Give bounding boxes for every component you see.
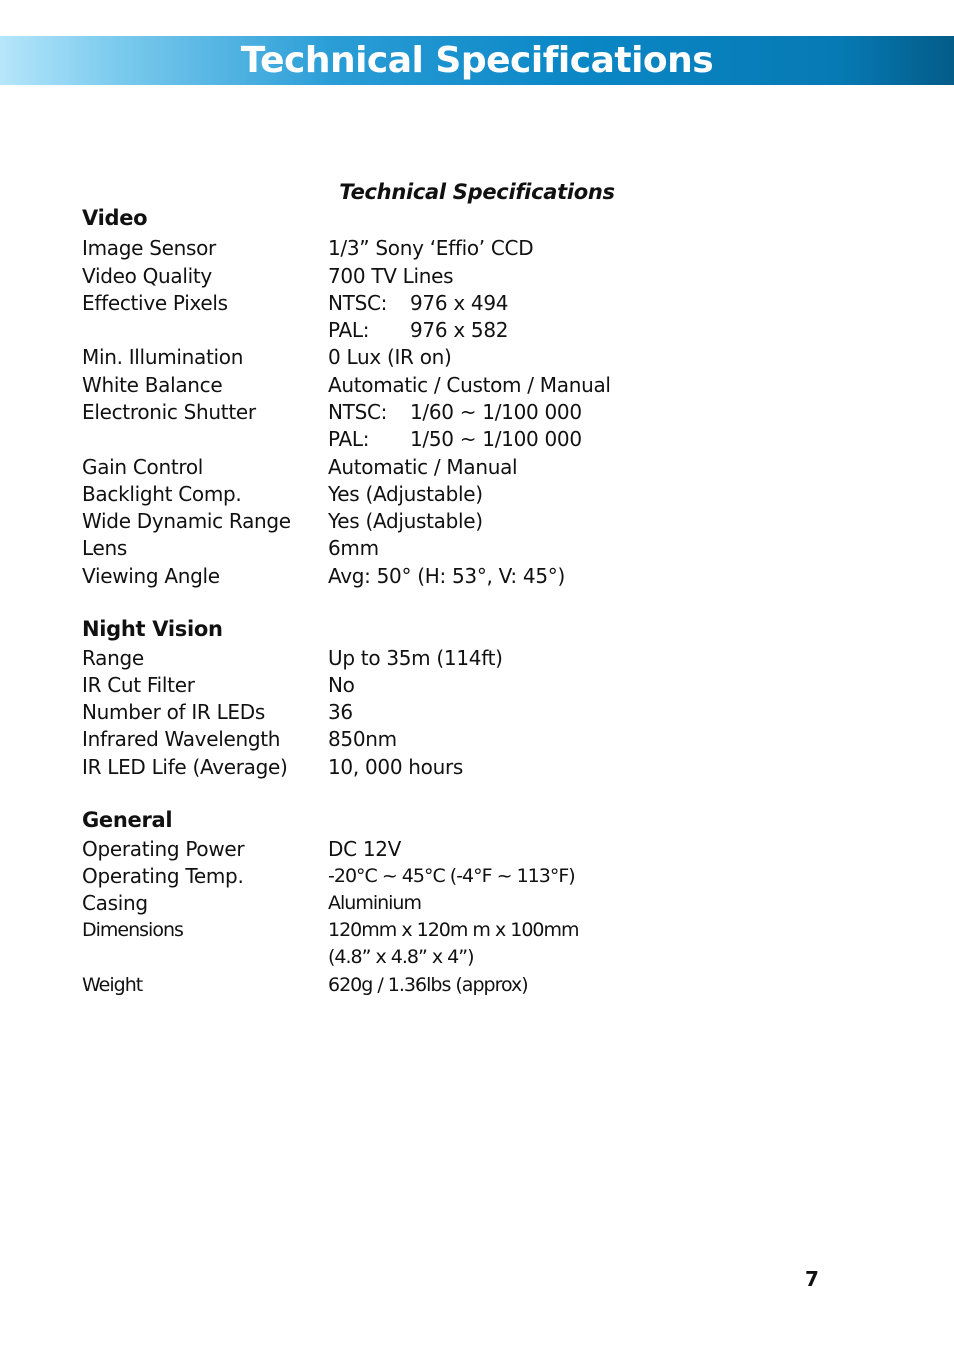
spec-value: Yes (Adjustable) bbox=[328, 509, 483, 533]
spec-value-pal bbox=[328, 317, 509, 344]
spec-value: DC 12V bbox=[328, 837, 402, 861]
spec-value: -20°C ~ 45°C (-4°F ~ 113°F) bbox=[328, 865, 575, 887]
pal-label: PAL: bbox=[328, 427, 370, 451]
section-title-general: General bbox=[82, 808, 173, 832]
spec-label: Operating Temp. bbox=[82, 864, 244, 888]
spec-value: Yes (Adjustable) bbox=[328, 482, 483, 506]
spec-value: Aluminium bbox=[328, 892, 421, 914]
spec-value: 0 Lux (IR on) bbox=[328, 345, 452, 369]
spec-label: Lens bbox=[82, 536, 127, 560]
spec-label: Operating Power bbox=[82, 837, 245, 861]
page-number: 7 bbox=[805, 1267, 819, 1291]
spec-value: 700 TV Lines bbox=[328, 264, 454, 288]
ntsc-label: NTSC: bbox=[328, 400, 388, 424]
spec-value: Automatic / Custom / Manual bbox=[328, 373, 611, 397]
spec-label: IR LED Life (Average) bbox=[82, 755, 288, 779]
spec-value: (4.8” x 4.8” x 4”) bbox=[328, 946, 474, 968]
ntsc-label: NTSC: bbox=[328, 291, 388, 315]
spec-label: Casing bbox=[82, 891, 148, 915]
spec-label: Video Quality bbox=[82, 264, 212, 288]
spec-label: Image Sensor bbox=[82, 236, 216, 260]
spec-value: 1/3” Sony ‘Effio’ CCD bbox=[328, 236, 534, 260]
spec-value: Up to 35m (114ft) bbox=[328, 646, 503, 670]
pal-value: 1/50 ~ 1/100 000 bbox=[410, 427, 582, 451]
spec-value: No bbox=[328, 673, 355, 697]
page-title: Technical Specifications bbox=[240, 40, 714, 81]
section-title-night-vision: Night Vision bbox=[82, 617, 223, 641]
pal-label: PAL: bbox=[328, 318, 370, 342]
spec-value-ntsc bbox=[328, 399, 582, 426]
spec-label: White Balance bbox=[82, 373, 223, 397]
section-title-video: Video bbox=[82, 206, 148, 230]
spec-value: 620g / 1.36lbs (approx) bbox=[328, 974, 528, 996]
spec-value: 36 bbox=[328, 700, 353, 724]
spec-value: 120mm x 120m m x 100mm bbox=[328, 919, 579, 941]
spec-label: IR Cut Filter bbox=[82, 673, 195, 697]
spec-value-ntsc bbox=[328, 290, 509, 317]
spec-label: Range bbox=[82, 646, 144, 670]
spec-label: Gain Control bbox=[82, 455, 204, 479]
spec-label: Min. Illumination bbox=[82, 345, 244, 369]
spec-value: 10, 000 hours bbox=[328, 755, 464, 779]
spec-label: Infrared Wavelength bbox=[82, 727, 281, 751]
pal-value: 976 x 582 bbox=[410, 318, 509, 342]
spec-label: Number of IR LEDs bbox=[82, 700, 265, 724]
header-banner bbox=[0, 36, 954, 85]
spec-label: Wide Dynamic Range bbox=[82, 509, 291, 533]
spec-label: Effective Pixels bbox=[82, 291, 228, 315]
spec-value-pal bbox=[328, 426, 582, 453]
ntsc-value: 976 x 494 bbox=[410, 291, 509, 315]
ntsc-value: 1/60 ~ 1/100 000 bbox=[410, 400, 582, 424]
spec-label: Weight bbox=[82, 974, 143, 996]
spec-value: Avg: 50° (H: 53°, V: 45°) bbox=[328, 564, 565, 588]
spec-label: Electronic Shutter bbox=[82, 400, 256, 424]
spec-value: 850nm bbox=[328, 727, 397, 751]
table-title: Technical Specifications bbox=[339, 180, 615, 204]
spec-value: 6mm bbox=[328, 536, 379, 560]
spec-label: Viewing Angle bbox=[82, 564, 220, 588]
spec-label: Backlight Comp. bbox=[82, 482, 242, 506]
spec-label: Dimensions bbox=[82, 919, 183, 941]
spec-value: Automatic / Manual bbox=[328, 455, 518, 479]
